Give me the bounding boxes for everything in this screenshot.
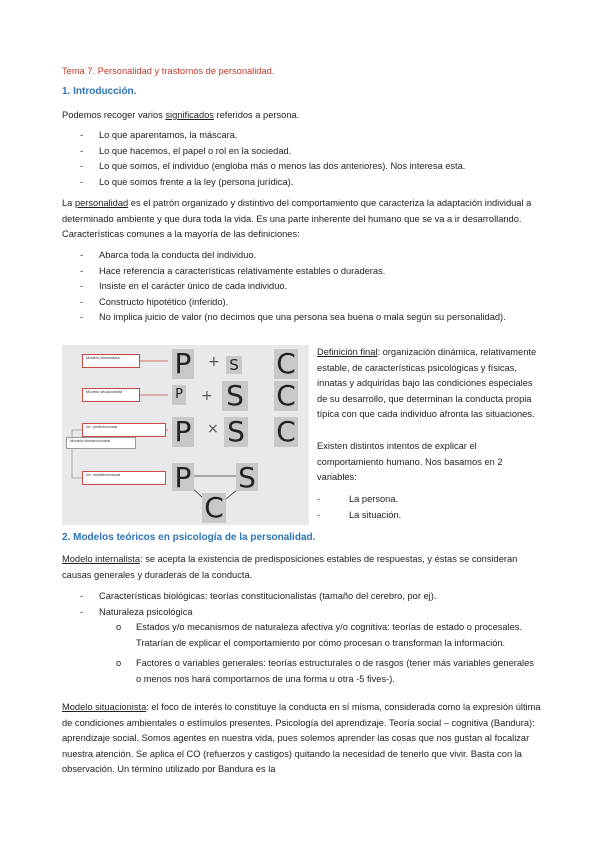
list-item: - La situación.	[317, 509, 402, 520]
variables-list	[317, 492, 541, 523]
intents-paragraph: Existen distintos intentos de explicar el comportamiento humano. Nos basamos en 2 variables:	[317, 441, 503, 483]
list-item: - Insiste en el carácter único de cada individuo.	[62, 279, 542, 295]
features-list	[62, 248, 542, 326]
list-item: - No implica juicio de valor (no decimos que una persona sea buena o mala según su personalidad).	[62, 310, 542, 326]
psychological-sublist	[84, 620, 536, 687]
list-item: - Lo que hacemos, el papel o rol en la sociedad.	[62, 144, 542, 160]
document-title: Tema 7. Personalidad y trastornos de personalidad.	[62, 66, 275, 76]
situationist-paragraph: Modelo situacionista: el foco de interés lo constituye la conducta en sí misma, considerada como la expresión última de condiciones ambientales o estímulos presentes. Psicología del aprendizaje. Teoría social – cognitiva (Bandura): aprendizaje social. Somos agentes en nuestra vida, pues solemos aprender las cosas que nos gustan al focalizar nuestra atención. Se aplica el CO (refuerzos y castigos) quitando la necesidad de tenerlo que vivir. Basta con la observación. Un término utilizado por Bandura es la	[62, 702, 541, 775]
list-item: - Hace referencia a características relativamente estables o duraderas.	[62, 264, 542, 280]
list-item: - Constructo hipotético (inferido).	[62, 295, 542, 311]
label-int-multidireccional: Int. multidireccional	[82, 471, 166, 485]
meanings-list	[62, 128, 542, 190]
final-definition: Definición final: organización dinámica, relativamente estable, de características psicológicas y físicas, innatas y adquiridas bajo las condiciones especiales de su desarrollo, que determinan la conducta propia típica con que cada individuo afronta las situaciones.	[317, 347, 537, 420]
internalist-list	[62, 589, 542, 620]
list-item: o Factores o variables generales: teorías estructurales o de rasgos (tener más variables generales o menos nos hará comportarnos de una forma u otra -5 fives-).	[84, 656, 536, 687]
tile-p: P	[172, 463, 194, 491]
personality-definition: La personalidad es el patrón organizado y distintivo del comportamiento que caracteriza la adaptación individual a determinado ambiente y que dura toda la vida. Es una parte inherente del humano que se va a ir desarrollando. Características comunes a la mayoría de las definiciones:	[62, 198, 532, 240]
tile-c: C	[274, 381, 298, 411]
tile-c: C	[274, 417, 298, 447]
models-figure	[62, 345, 309, 525]
list-item: o Estados y/o mecanismos de naturaleza afectiva y/o cognitiva: teorías de estado o procesales. Tratarían de explicar el comportamiento por cómo procesan o transforman la información.	[84, 620, 536, 651]
internalist-paragraph: Modelo internalista: se acepta la existencia de predisposiciones estables de respuestas, y éstas se consideran causas generales y duraderas de la conducta.	[62, 554, 518, 580]
list-item: - Lo que aparentamos, la máscara.	[62, 128, 542, 144]
tile-s: S	[224, 417, 248, 447]
label-interaccionista: Modelo interaccionista	[66, 437, 136, 449]
tile-p: P	[172, 385, 186, 405]
tile-p: P	[172, 349, 194, 379]
list-item: - La persona.	[317, 494, 399, 504]
label-int-unidireccional: Int. unidireccional	[82, 423, 166, 437]
list-item: - Lo que somos, el individuo (engloba más o menos las dos anteriores). Nos interesa esta.	[62, 159, 542, 175]
times-sign: ×	[207, 421, 219, 437]
intro-lead: Podemos recoger varios significados referidos a persona.	[62, 110, 300, 120]
list-item: - Características biológicas: teorías constitucionalistas (tamaño del cerebro, por ej).	[62, 589, 542, 605]
label-situacionista: Modelo situacionista	[82, 388, 140, 402]
models-heading: 2. Modelos teóricos en psicología de la personalidad.	[62, 532, 316, 543]
tile-s: S	[222, 381, 248, 411]
list-item: - Lo que somos frente a la ley (persona jurídica).	[62, 175, 542, 191]
tile-s: S	[226, 356, 242, 374]
plus-sign: +	[201, 388, 213, 404]
tile-s: S	[236, 463, 258, 491]
list-item: - Naturaleza psicológica	[62, 605, 542, 621]
label-internalista: Modelo internalista	[82, 354, 140, 368]
tile-p: P	[172, 417, 194, 447]
plus-sign: +	[208, 354, 220, 370]
intro-heading: 1. Introducción.	[62, 86, 137, 97]
tile-c: C	[202, 493, 226, 523]
list-item: - Abarca toda la conducta del individuo.	[62, 248, 542, 264]
tile-c: C	[274, 349, 298, 379]
